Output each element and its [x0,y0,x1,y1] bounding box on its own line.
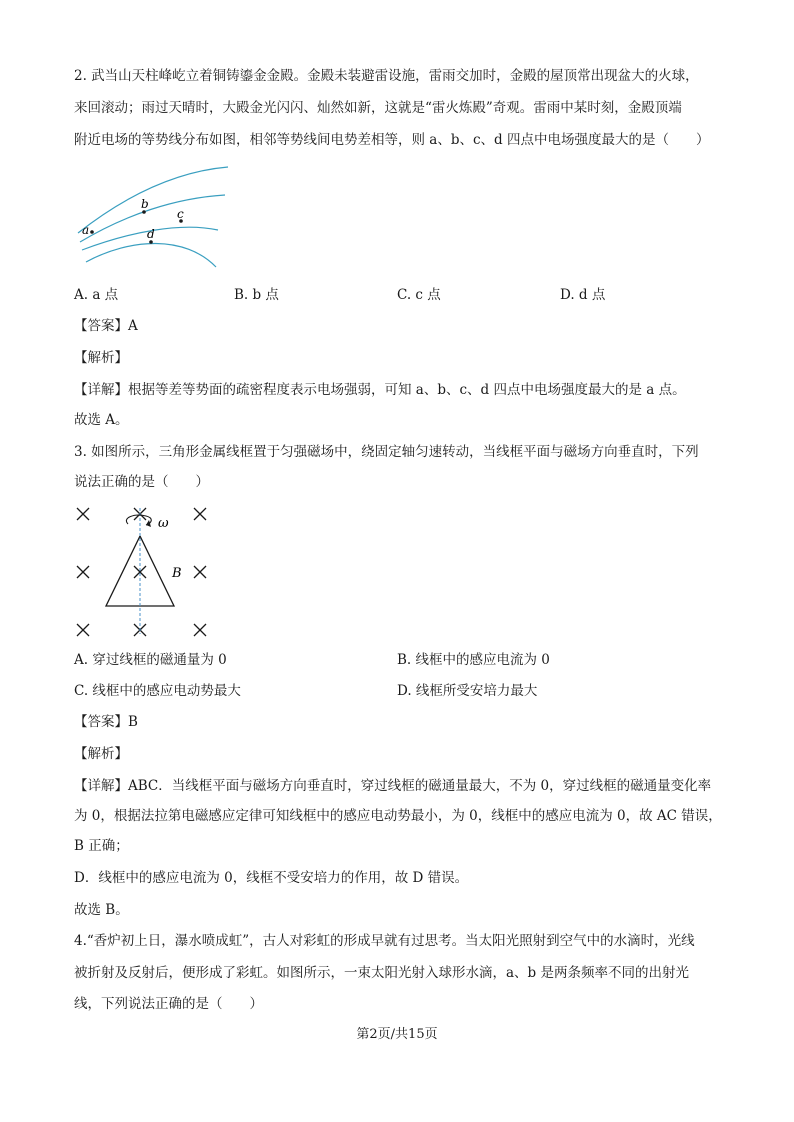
q3-option-b[interactable]: B. 线框中的感应电流为 0 [397,652,550,668]
q4-text-line-3: 线，下列说法正确的是（ ） [74,996,263,1012]
equipotential-curve-1 [78,167,228,233]
q3-analysis-heading: 【解析】 [74,746,128,762]
point-b-label: b [141,197,149,211]
triangle-coil-figure [70,500,220,640]
equipotential-lines-figure [74,160,234,275]
q3-option-d[interactable]: D. 线框所受安培力最大 [397,683,538,699]
point-a-dot [90,230,94,234]
q2-option-b[interactable]: B. b 点 [234,287,279,303]
q2-detail: 【详解】根据等差等势面的疏密程度表示电场强弱，可知 a、b、c、d 四点中电场强度最大的是 a 点。 [74,382,686,398]
field-cross-9 [194,624,206,636]
q3-conclusion: 故选 B。 [74,902,129,918]
q2-option-c[interactable]: C. c 点 [397,287,441,303]
q3-detail-line-4: D．线框中的感应电流为 0，线框不受安培力的作用，故 D 错误。 [74,870,469,886]
q2-text-line-1: 2. 武当山天柱峰屹立着铜铸鎏金金殿。金殿未装避雷设施，雷雨交加时，金殿的屋顶常出现盆大的火球， [74,68,699,84]
q2-conclusion: 故选 A。 [74,412,129,428]
field-cross-3 [194,508,206,520]
q3-text-line-2: 说法正确的是（ ） [74,474,209,490]
field-cross-4 [77,566,89,578]
q2-analysis-heading: 【解析】 [74,350,128,366]
q3-answer: 【答案】B [74,714,138,730]
point-a-label: a [82,223,90,237]
magnetic-field-crosses [77,508,206,636]
q2-option-d[interactable]: D. d 点 [560,287,606,303]
equipotential-curve-4 [86,243,216,267]
point-d-label: d [147,227,155,241]
q4-text-line-2: 被折射及反射后，便形成了彩虹。如图所示，一束太阳光射入球形水滴，a、b 是两条频率不同的出射光 [74,965,689,981]
field-cross-6 [194,566,206,578]
q3-detail-line-2: 为 0，根据法拉第电磁感应定律可知线框中的感应电动势最小，为 0，线框中的感应电流为 0，故 AC 错误， [74,808,722,824]
q3-detail-line-3: B 正确； [74,838,129,854]
field-cross-7 [77,624,89,636]
field-cross-1 [77,508,89,520]
q2-answer: 【答案】A [74,318,138,334]
page-footer: 第2页/共15页 [356,1027,438,1042]
q2-text-line-3: 附近电场的等势线分布如图，相邻等势线间电势差相等，则 a、b、c、d 四点中电场强度最大的是（ ） [74,132,710,148]
q4-text-line-1: 4.“香炉初上日，瀑水喷成虹”，古人对彩虹的形成早就有过思考。当太阳光照射到空气中的水滴时，光线 [74,933,695,949]
field-cross-5 [134,566,146,578]
q2-text-line-2: 来回滚动；雨过天晴时，大殿金光闪闪、灿然如新，这就是“雷火炼殿”奇观。雷雨中某时刻，金殿顶端 [74,100,682,116]
q3-option-a[interactable]: A. 穿过线框的磁通量为 0 [74,652,227,668]
field-b-label: B [172,566,182,581]
q3-text-line-1: 3. 如图所示，三角形金属线框置于匀强磁场中，绕固定轴匀速转动，当线框平面与磁场方向垂直时，下列 [74,444,699,460]
omega-label: ω [158,516,169,531]
point-c-label: c [177,207,184,221]
q3-detail-line-1: 【详解】ABC．当线框平面与磁场方向垂直时，穿过线框的磁通量最大，不为 0，穿过线框的磁通量变化率 [74,778,712,794]
q3-option-c[interactable]: C. 线框中的感应电动势最大 [74,683,241,699]
q2-option-a[interactable]: A. a 点 [74,287,119,303]
